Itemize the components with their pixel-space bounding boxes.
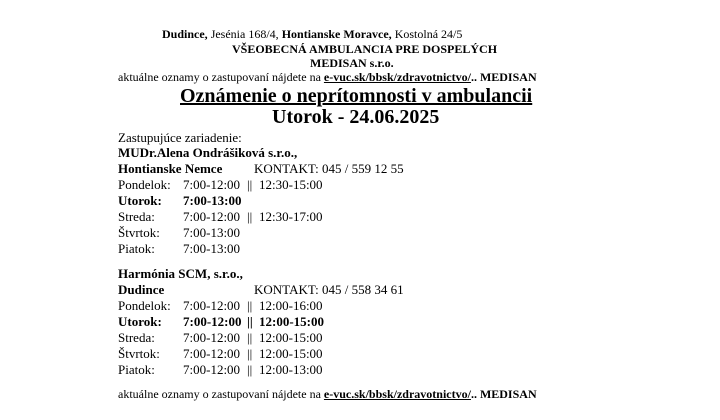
location-2-address: Kostolná 24/5 (391, 27, 463, 41)
hours-separator: || (247, 177, 253, 192)
hours-separator: || (247, 330, 253, 345)
facility-1-contact: KONTAKT: 045 / 559 12 55 (254, 161, 404, 176)
header-notice-link[interactable]: e-vuc.sk/bbsk/zdravotnictvo/ (323, 70, 471, 84)
hours-afternoon: 12:00-15:00 (259, 314, 324, 329)
hours-separator: || (247, 209, 253, 224)
hours-morning: 7:00-12:00 (183, 362, 241, 377)
header-notice-text: aktuálne oznamy o zastupovaní nájdete na (118, 70, 324, 84)
day-label: Utorok: (118, 314, 162, 329)
page-title: Oznámenie o neprítomnosti v ambulancii (180, 85, 533, 107)
footer-notice-link[interactable]: e-vuc.sk/bbsk/zdravotnictvo/ (323, 387, 471, 401)
hours-morning: 7:00-13:00 (183, 193, 242, 208)
hours-separator: || (247, 298, 253, 313)
hours-morning: 7:00-12:00 (183, 314, 242, 329)
location-1-address: Jesénia 168/4, (207, 27, 282, 41)
hours-morning: 7:00-12:00 (183, 177, 241, 192)
hours-separator: || (247, 362, 253, 377)
location-2-name: Hontianske Moravce, (281, 27, 392, 41)
hours-morning: 7:00-13:00 (183, 225, 241, 240)
hours-morning: 7:00-12:00 (183, 330, 241, 345)
header-locations (162, 27, 462, 42)
header-notice-suffix: .. MEDISAN (470, 70, 537, 84)
hours-separator: || (247, 314, 253, 329)
footer-notice (118, 387, 537, 402)
company-name: MEDISAN s.r.o. (310, 56, 394, 70)
hours-morning: 7:00-12:00 (183, 209, 241, 224)
day-label: Štvrtok: (118, 225, 160, 240)
day-label: Štvrtok: (118, 346, 160, 361)
day-label: Piatok: (118, 241, 155, 256)
day-label: Streda: (118, 330, 155, 345)
facility-2-name: Harmónia SCM, s.r.o., (118, 266, 243, 281)
hours-morning: 7:00-12:00 (183, 298, 241, 313)
hours-afternoon: 12:00-13:00 (259, 362, 323, 377)
date-line: Utorok - 24.06.2025 (272, 106, 440, 128)
hours-morning: 7:00-13:00 (183, 241, 241, 256)
org-line: VŠEOBECNÁ AMBULANCIA PRE DOSPELÝCH (232, 42, 498, 56)
hours-afternoon: 12:00-15:00 (259, 330, 323, 345)
day-label: Pondelok: (118, 177, 171, 192)
hours-separator: || (247, 346, 253, 361)
facility-1-town: Hontianske Nemce (118, 161, 223, 176)
facility-2-town: Dudince (118, 282, 165, 297)
hours-afternoon: 12:00-15:00 (259, 346, 323, 361)
footer-notice-suffix: .. MEDISAN (470, 387, 537, 401)
day-label: Utorok: (118, 193, 162, 208)
location-1-name: Dudince, (162, 27, 208, 41)
day-label: Piatok: (118, 362, 155, 377)
hours-morning: 7:00-12:00 (183, 346, 241, 361)
day-label: Streda: (118, 209, 155, 224)
footer-notice-text: aktuálne oznamy o zastupovaní nájdete na (118, 387, 324, 401)
facility-2-contact: KONTAKT: 045 / 558 34 61 (254, 282, 404, 297)
hours-afternoon: 12:00-16:00 (259, 298, 323, 313)
header-notice (118, 70, 537, 85)
facility-1-name: MUDr.Alena Ondrášiková s.r.o., (118, 145, 298, 160)
hours-afternoon: 12:30-17:00 (259, 209, 323, 224)
hours-afternoon: 12:30-15:00 (259, 177, 323, 192)
substitutes-label: Zastupujúce zariadenie: (118, 130, 242, 145)
day-label: Pondelok: (118, 298, 171, 313)
